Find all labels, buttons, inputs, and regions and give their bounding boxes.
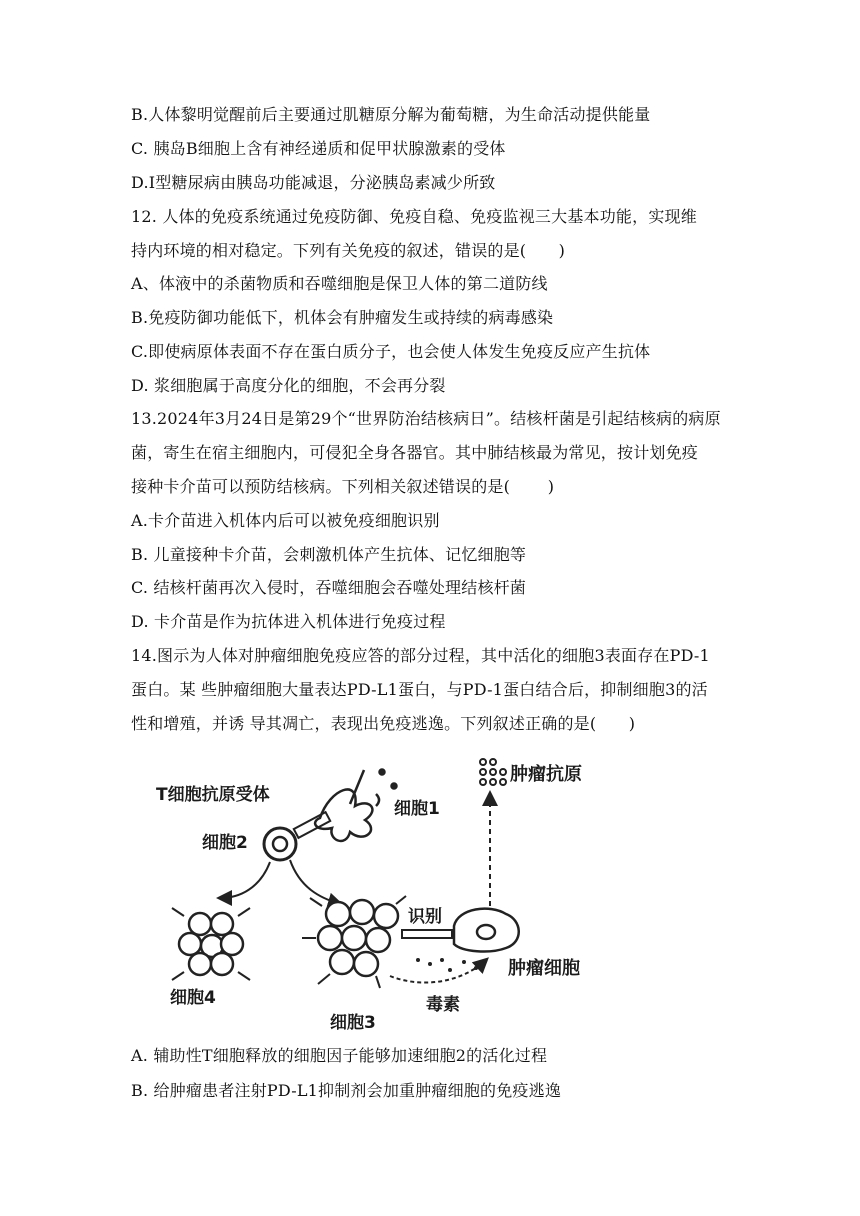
cell2-label: 细胞2 (202, 833, 248, 853)
cell4-label: 细胞4 (170, 988, 216, 1008)
q14-stem-line1: 14.图示为人体对肿瘤细胞免疫应答的部分过程，其中活化的细胞3表面存在PD-1 (131, 646, 710, 665)
cell4-cluster (172, 908, 250, 980)
q12-option-b: B.免疫防御功能低下，机体会有肿瘤发生或持续的病毒感染 (131, 308, 554, 327)
cell2-shape (264, 812, 330, 860)
q14-stem-line2: 蛋白。某 些肿瘤细胞大量表达PD-L1蛋白，与PD-1蛋白结合后，抑制细胞3的活 (131, 680, 708, 699)
q13-stem-line3: 接种卡介苗可以预防结核病。下列相关叙述错误的是( ) (131, 477, 555, 496)
tumor-cell-label: 肿瘤细胞 (508, 958, 580, 979)
tumor-cell-shape (454, 909, 519, 952)
q13-option-a: A.卡介苗进入机体内后可以被免疫细胞识别 (131, 511, 440, 530)
q13-option-b: B. 儿童接种卡介苗，会刺激机体产生抗体、记忆细胞等 (131, 545, 527, 564)
cell1-label: 细胞1 (394, 799, 440, 819)
pd1-receptor-bar (402, 930, 452, 938)
arrow-cell2-to-cell4 (220, 862, 270, 898)
q12-option-d: D. 浆细胞属于高度分化的细胞，不会再分裂 (131, 376, 446, 395)
tumor-antigen-label: 肿瘤抗原 (510, 764, 582, 785)
q12-option-a: A、体液中的杀菌物质和吞噬细胞是保卫人体的第二道防线 (131, 274, 548, 293)
recognize-label: 识别 (408, 907, 442, 927)
tumor-antigen-dots (480, 759, 506, 785)
tcr-label: T细胞抗原受体 (156, 785, 270, 805)
q12-stem-line2: 持内环境的相对稳定。下列有关免疫的叙述，错误的是( ) (131, 241, 566, 260)
cell3-label: 细胞3 (330, 1013, 376, 1033)
q12-stem-line1: 12. 人体的免疫系统通过免疫防御、免疫自稳、免疫监视三大基本功能，实现维 (131, 207, 697, 226)
q13-option-c: C. 结核杆菌再次入侵时，吞噬细胞会吞噬处理结核杆菌 (131, 578, 527, 597)
q11-option-c: C. 胰岛B细胞上含有神经递质和促甲状腺激素的受体 (131, 139, 506, 158)
q11-option-d: D.I型糖尿病由胰岛功能减退，分泌胰岛素减少所致 (131, 173, 496, 192)
immune-response-figure (150, 748, 620, 1040)
q12-option-c: C.即使病原体表面不存在蛋白质分子，也会使人体发生免疫反应产生抗体 (131, 342, 651, 361)
q13-stem-line2: 菌，寄生在宿主细胞内，可侵犯全身各器官。其中肺结核最为常见，按计划免疫 (131, 443, 699, 462)
q11-option-b: B.人体黎明觉醒前后主要通过肌糖原分解为葡萄糖，为生命活动提供能量 (131, 105, 651, 124)
toxin-arrow (390, 960, 486, 983)
q14-option-a: A. 辅助性T细胞释放的细胞因子能够加速细胞2的活化过程 (131, 1046, 548, 1065)
q13-option-d: D. 卡介苗是作为抗体进入机体进行免疫过程 (131, 612, 446, 631)
arrow-cell2-to-cell3 (290, 860, 340, 904)
toxin-label: 毒素 (426, 995, 460, 1015)
cell1-shape (315, 770, 396, 841)
q14-option-b: B. 给肿瘤患者注射PD-L1抑制剂会加重肿瘤细胞的免疫逃逸 (131, 1081, 562, 1100)
q13-stem-line1: 13.2024年3月24日是第29个“世界防治结核病日”。结核杆菌是引起结核病的病原 (131, 409, 721, 428)
toxin-dots (416, 958, 478, 972)
q14-stem-line3: 性和增殖，并诱 导其凋亡，表现出免疫逃逸。下列叙述正确的是( ) (131, 714, 636, 733)
cell3-cluster (302, 896, 406, 988)
